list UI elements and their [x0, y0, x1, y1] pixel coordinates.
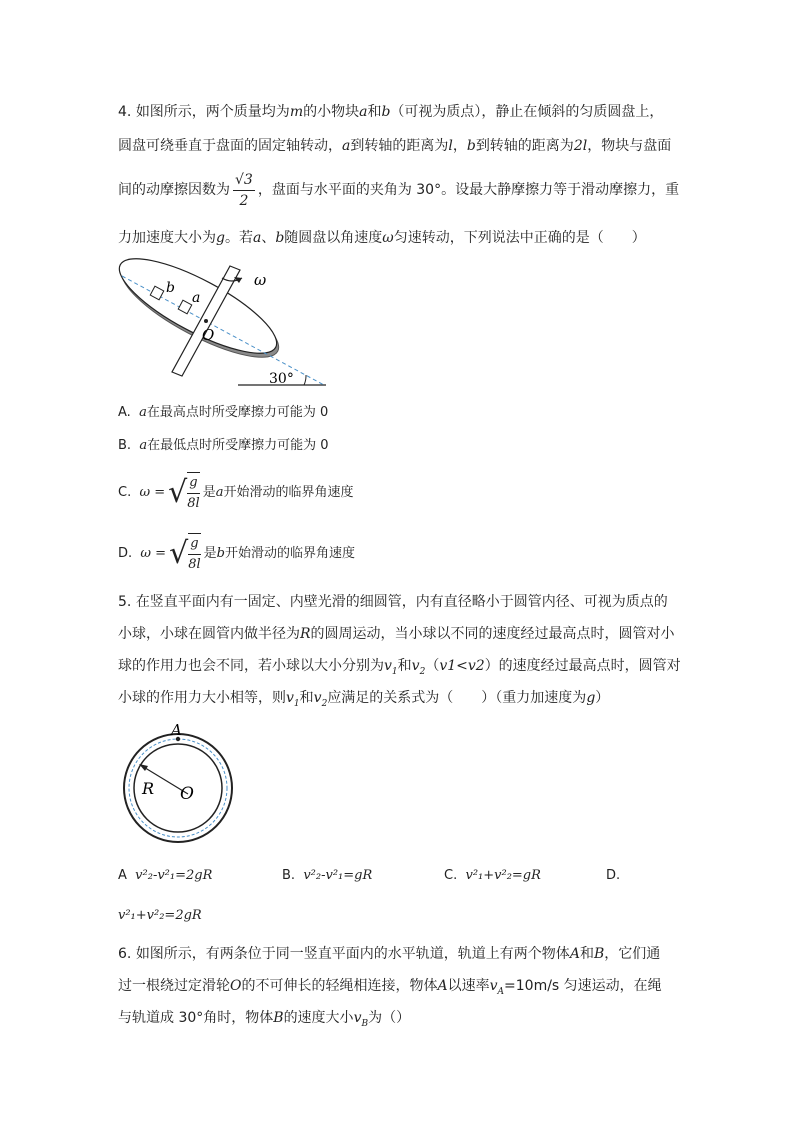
q6-text: 的不可伸长的轻绳相连接，物体	[241, 978, 438, 994]
q4-var-a: a	[359, 104, 368, 120]
fraction-denominator: 2	[239, 192, 249, 209]
q6-text: 和	[579, 946, 594, 962]
q5-text: 在竖直平面内有一固定、内壁光滑的细圆管，内有直径略小于圆管内径、可视为质点的	[135, 594, 668, 610]
q4-line-1	[118, 102, 663, 122]
q6-text: =10m/s 匀速运动，在绳	[504, 978, 662, 994]
q5-var-v2	[411, 658, 426, 677]
option-letter: B.	[118, 438, 132, 453]
q6-text: 与轨道成 30°角时，物体	[118, 1010, 274, 1026]
q6-line-2	[118, 976, 662, 1002]
q5-text: 和	[397, 658, 412, 674]
q6-text: 以速率	[447, 978, 490, 994]
option-var: b	[216, 546, 225, 561]
var-subscript: 2	[419, 666, 426, 677]
q4-text: 随圆盘以角速度	[284, 230, 383, 246]
option-formula: v²₁+v²₂=gR	[465, 868, 541, 883]
q4-line-3	[118, 168, 679, 212]
q6-text: ，它们通	[604, 946, 661, 962]
label-o: O	[180, 784, 194, 804]
q4-text: 间的动摩擦因数为	[118, 182, 230, 198]
q5-text: 球的作用力也会不同，若小球以大小分别为	[118, 658, 384, 674]
option-text: 是	[203, 546, 217, 561]
q5-line-4	[118, 688, 609, 714]
q5-var-v2	[313, 690, 328, 709]
var-letter: v	[489, 978, 498, 994]
q4-option-c[interactable]	[118, 470, 353, 516]
q4-option-a[interactable]	[118, 403, 328, 423]
q4-line-2	[118, 136, 671, 156]
var-letter: v	[313, 690, 322, 706]
q5-text: 小球的作用力大小相等，则	[118, 690, 286, 706]
q6-line-3	[118, 1008, 410, 1034]
fraction-numerator: g	[188, 534, 200, 555]
q5-var-r: R	[300, 626, 311, 642]
q6-text: 的速度大小	[283, 1010, 354, 1026]
q5-text: ）的速度经过最高点时，圆管对	[484, 658, 681, 674]
fraction-denominator: 8l	[188, 557, 201, 572]
option-formula-lhs: ω =	[140, 546, 167, 561]
q5-option-c[interactable]	[444, 866, 541, 886]
fraction-numerator: √3	[233, 170, 255, 191]
q4-text: 如图所示，两个质量均为	[135, 104, 290, 120]
angle-arc	[304, 375, 306, 385]
fraction-numerator: g	[187, 473, 199, 494]
option-letter: C.	[444, 868, 458, 883]
q4-var-m: m	[289, 104, 304, 120]
q4-text: 到转轴的距离为	[475, 138, 574, 154]
sqrt-symbol: √	[168, 475, 188, 510]
q5-option-d-letter[interactable]	[606, 866, 620, 886]
q5-line-1	[118, 592, 668, 612]
option-formula: v²₁+v²₂=2gR	[118, 908, 202, 923]
q4-text: 到转轴的距离为	[350, 138, 449, 154]
q6-var-a: A	[569, 946, 580, 962]
q5-var-v1	[384, 658, 398, 677]
q4-text: ，盘面与水平面的夹角为 30°。设最大静摩擦力等于滑动摩擦力，重	[257, 182, 680, 198]
q5-var-v1	[286, 690, 300, 709]
q5-text: 小球，小球在圆管内做半径为	[118, 626, 300, 642]
label-b: b	[166, 280, 175, 296]
label-omega: ω	[254, 271, 267, 289]
option-letter: A.	[118, 405, 131, 420]
radius-arrow-head	[139, 764, 148, 771]
q5-text: 应满足的关系式为（ ）（重力加速度为	[327, 690, 587, 706]
label-a: a	[192, 290, 201, 306]
q4-var-a: a	[342, 138, 351, 154]
q6-text: 为（）	[368, 1010, 411, 1026]
q5-inequality	[439, 658, 484, 674]
sqrt-symbol: √	[169, 536, 189, 571]
var-subscript: 1	[293, 698, 300, 709]
var-letter: v	[286, 690, 294, 706]
q4-text: （可视为质点），静止在倾斜的匀质圆盘上，	[390, 104, 664, 120]
q6-var-va	[489, 978, 505, 997]
q4-var-b: b	[275, 230, 285, 246]
q6-line-1	[118, 944, 660, 964]
q4-var-g: g	[216, 230, 225, 246]
q5-text: ）	[595, 690, 610, 706]
q4-line-4	[118, 228, 646, 248]
q4-text: 匀速转动，下列说法中正确的是（ ）	[393, 230, 646, 246]
q4-var-omega: ω	[382, 230, 394, 246]
label-o: O	[202, 326, 215, 344]
option-letter: A	[118, 868, 127, 883]
option-sqrt-fraction	[188, 533, 200, 575]
q4-text: 和	[367, 104, 382, 120]
q4-var-a: a	[252, 230, 262, 246]
option-letter: B.	[282, 868, 296, 883]
q6-text: 过一根绕过定滑轮	[118, 978, 230, 994]
fraction-denominator: 8l	[187, 496, 200, 511]
q4-option-d[interactable]	[118, 531, 355, 577]
q4-option-b[interactable]	[118, 436, 329, 456]
option-formula: v²₂-v²₁=gR	[303, 868, 373, 883]
q4-text: ，	[452, 138, 467, 154]
var-subscript: 2	[321, 698, 328, 709]
q4-var-2l: 2l	[573, 138, 588, 154]
inequality-text: v1<v2	[439, 658, 485, 674]
q5-option-d-formula[interactable]	[118, 906, 202, 926]
option-var: a	[139, 438, 148, 453]
q4-tilted-disk-figure	[118, 258, 338, 394]
q4-text: ，物块与盘面	[587, 138, 672, 154]
var-subscript: 1	[391, 666, 398, 677]
option-text: 开始滑动的临界角速度	[223, 485, 354, 500]
q5-text: 和	[299, 690, 314, 706]
q6-var-o: O	[230, 978, 242, 994]
q4-friction-fraction	[233, 170, 255, 211]
q4-var-l: l	[448, 138, 453, 154]
var-subscript: B	[361, 1018, 369, 1029]
q4-number: 4.	[118, 104, 132, 120]
q6-var-vb	[353, 1010, 369, 1029]
label-r: R	[142, 779, 155, 798]
var-letter: v	[411, 658, 420, 674]
option-var: a	[139, 405, 147, 420]
q5-circular-tube-figure	[118, 722, 242, 848]
q4-var-b: b	[381, 104, 391, 120]
q5-number: 5.	[118, 594, 132, 610]
option-letter: C.	[118, 485, 132, 500]
option-text: 开始滑动的临界角速度	[224, 546, 355, 561]
q6-number: 6.	[118, 946, 132, 962]
q4-text: 力加速度大小为	[118, 230, 216, 246]
q4-text: 圆盘可绕垂直于盘面的固定轴转动，	[118, 138, 342, 154]
option-text: 在最高点时所受摩擦力可能为 0	[146, 405, 329, 420]
option-formula: v²₂-v²₁=2gR	[135, 868, 213, 883]
option-sqrt-fraction	[187, 472, 199, 514]
var-letter: v	[384, 658, 392, 674]
q5-option-b[interactable]	[282, 866, 372, 886]
q6-var-b: B	[593, 946, 605, 962]
q4-text: 的小物块	[303, 104, 360, 120]
q4-text: 、	[261, 230, 276, 246]
option-var: a	[215, 485, 224, 500]
q5-text: （	[425, 658, 440, 674]
q6-var-a: A	[437, 978, 448, 994]
q5-option-a[interactable]	[118, 866, 212, 886]
option-text: 在最低点时所受摩擦力可能为 0	[147, 438, 329, 453]
var-subscript: A	[497, 986, 505, 997]
q5-line-3	[118, 656, 681, 682]
label-30-degrees: 30°	[269, 371, 294, 387]
label-a: A	[171, 722, 182, 739]
q6-var-b: B	[273, 1010, 284, 1026]
q5-line-2	[118, 624, 675, 644]
center-point-o	[204, 319, 208, 323]
q6-text: 如图所示，有两条位于同一竖直平面内的水平轨道，轨道上有两个物体	[135, 946, 570, 962]
option-letter: D.	[606, 868, 621, 883]
option-letter: D.	[118, 546, 133, 561]
q4-text: 。若	[224, 230, 253, 246]
q5-var-g: g	[586, 690, 596, 706]
option-formula-lhs: ω =	[139, 485, 166, 500]
option-text: 是	[202, 485, 216, 500]
q5-text: 的圆周运动，当小球以不同的速度经过最高点时，圆管对小	[310, 626, 675, 642]
q4-var-b: b	[466, 138, 476, 154]
var-letter: v	[353, 1010, 362, 1026]
